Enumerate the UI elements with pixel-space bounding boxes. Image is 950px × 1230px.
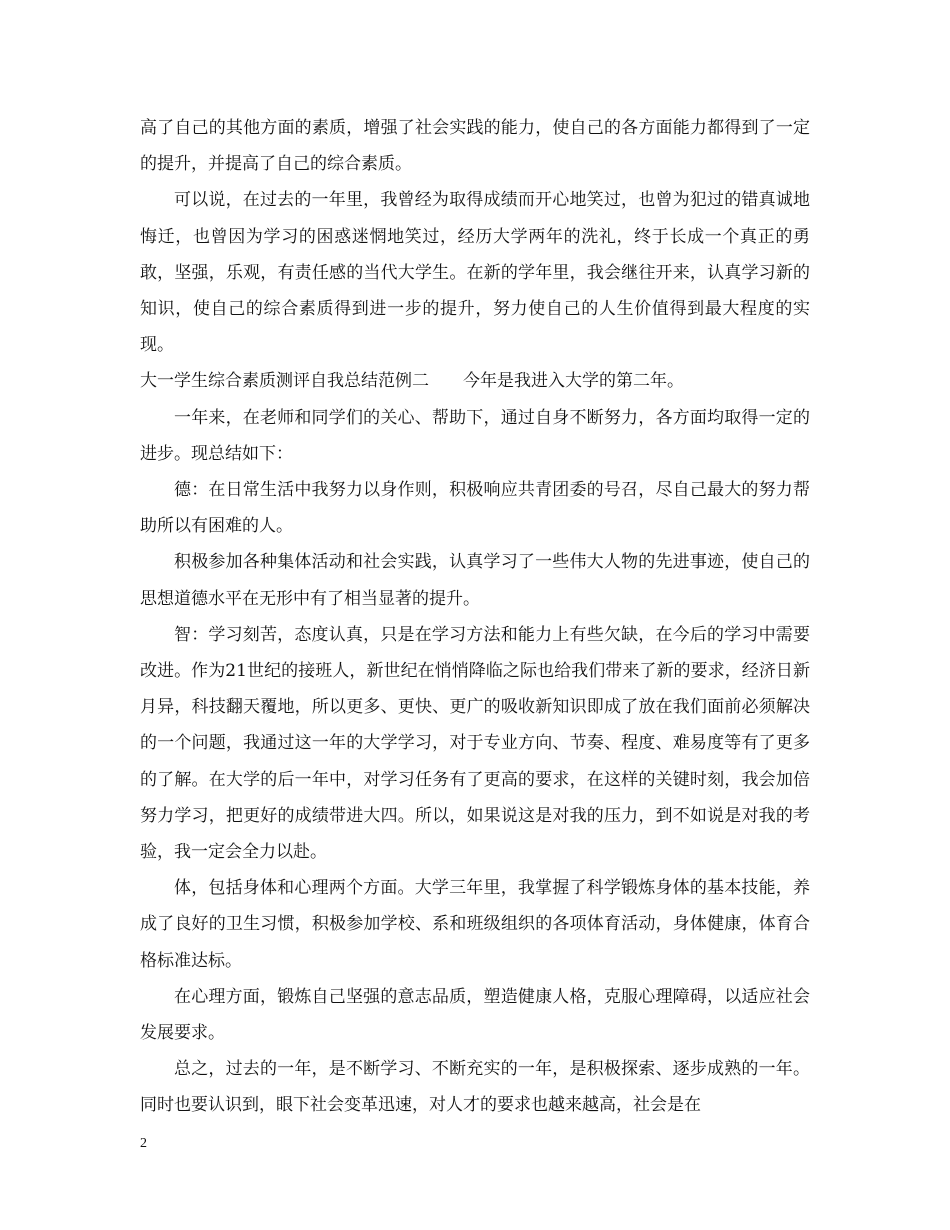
paragraph-6: 积极参加各种集体活动和社会实践，认真学习了一些伟大人物的先进事迹，使自己的思想道德水平在无形中有了相当显著的提升。 [140, 552, 810, 609]
paragraph-1: 高了自己的其他方面的素质，增强了社会实践的能力，使自己的各方面能力都得到了一定的提升，并提高了自己的综合素质。 [140, 118, 810, 175]
paragraph-10: 总之，过去的一年，是不断学习、不断充实的一年，是积极探索、逐步成熟的一年。同时也要认识到，眼下社会变革迅速，对人才的要求也越来越高，社会是在 [140, 1059, 810, 1116]
page-number: 2 [140, 1136, 147, 1151]
paragraph-2: 可以说，在过去的一年里，我曾经为取得成绩而开心地笑过，也曾为犯过的错真诚地悔迁，也曾因为学习的困惑迷惘地笑过，经历大学两年的洗礼，终于长成一个真正的勇敢，坚强，乐观，有责任感的当代大学生。在新的学年里，我会继往开来，认真学习新的知识，使自己的综合素质得到进一步的提升，努力使自己的人生价值得到最大程度的实现。 [140, 190, 810, 356]
paragraph-9: 在心理方面，锻炼自己坚强的意志品质，塑造健康人格，克服心理障碍，以适应社会发展要求。 [140, 986, 810, 1044]
paragraph-4: 一年来，在老师和同学们的关心、帮助下，通过自身不断努力，各方面均取得一定的进步。现总结如下： [140, 407, 810, 464]
document-body [140, 110, 810, 1124]
paragraph-7: 智：学习刻苦，态度认真，只是在学习方法和能力上有些欠缺，在今后的学习中需要改进。作为21世纪的接班人，新世纪在悄悄降临之际也给我们带来了新的要求，经济日新月异，科技翻天覆地，所以更多、更快、更广的吸收新知识即成了放在我们面前必须解决的一个问题，我通过这一年的大学学习，对于专业方向、节奏、程度、难易度等有了更多的了解。在大学的后一年中，对学习任务有了更高的要求，在这样的关键时刻，我会加倍努力学习，把更好的成绩带进大四。所以，如果说这是对我的压力，到不如说是对我的考验，我一定会全力以赴。 [140, 624, 810, 863]
paragraph-8: 体，包括身体和心理两个方面。大学三年里，我掌握了科学锻炼身体的基本技能，养成了良好的卫生习惯，积极参加学校、系和班级组织的各项体育活动，身体健康，体育合格标准达标。 [140, 878, 810, 971]
paragraph-heading: 大一学生综合素质测评自我总结范例二 今年是我进入大学的第二年。 [140, 371, 684, 392]
paragraph-5: 德：在日常生活中我努力以身作则，积极响应共青团委的号召，尽自己最大的努力帮助所以有困难的人。 [140, 480, 810, 537]
